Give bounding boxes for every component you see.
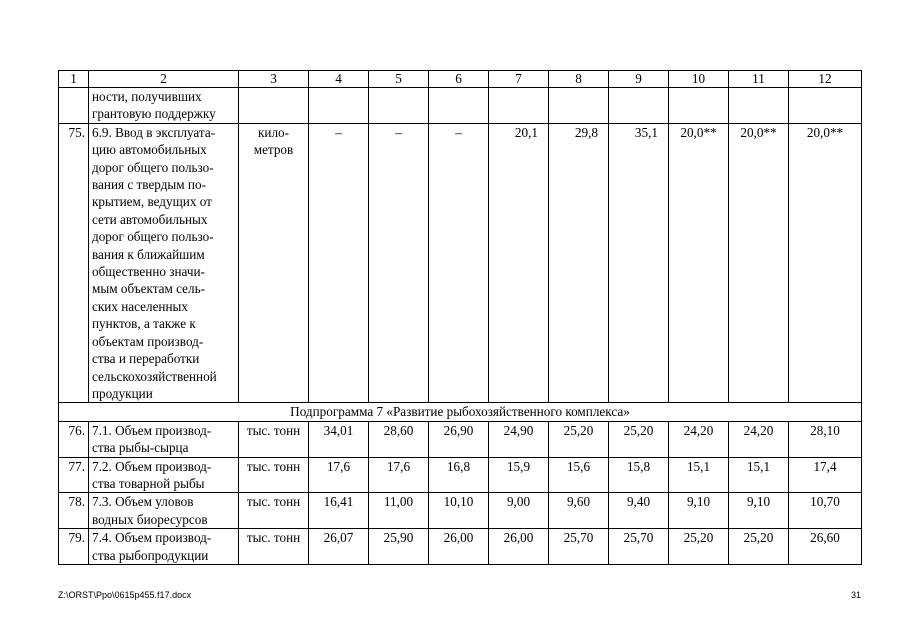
table-body [59, 71, 862, 565]
value-cell [609, 88, 669, 124]
value-cell: 17,6 [309, 457, 369, 493]
value-cell: – [309, 123, 369, 403]
value-cell: 9,10 [729, 493, 789, 529]
value-cell: 24,20 [729, 421, 789, 457]
header-cell: 9 [609, 71, 669, 88]
value-cell: 28,60 [369, 421, 429, 457]
subprogram-row [59, 403, 862, 421]
value-cell: 25,20 [549, 421, 609, 457]
value-cell: 25,90 [369, 529, 429, 565]
value-cell: 29,8 [549, 123, 609, 403]
indicator-name: 6.9. Ввод в эксплуата- цию автомобильных дорог общего пользо- вания с твердым по- крытием, ведущих от сети автомобильных дорог общего пользо- вания к ближайшим общественно значи- мым объектам сель- ских населенных пунктов, а также к объектам производ- ства и переработки сельскохозяйственной продукции [89, 123, 239, 403]
row-number: 79. [59, 529, 89, 565]
table-row [59, 421, 862, 457]
header-cell: 6 [429, 71, 489, 88]
value-cell [369, 88, 429, 124]
row-number: 78. [59, 493, 89, 529]
value-cell [489, 88, 549, 124]
table-row [59, 457, 862, 493]
indicator-name: 7.2. Объем производ- ства товарной рыбы [89, 457, 239, 493]
subprogram-title: Подпрограмма 7 «Развитие рыбохозяйственного комплекса» [59, 403, 862, 421]
value-cell: 16,41 [309, 493, 369, 529]
value-cell: 9,60 [549, 493, 609, 529]
value-cell [309, 88, 369, 124]
value-cell: 25,70 [609, 529, 669, 565]
value-cell: 25,20 [729, 529, 789, 565]
indicator-name: 7.3. Объем уловов водных биоресурсов [89, 493, 239, 529]
value-cell: – [429, 123, 489, 403]
table-row [59, 493, 862, 529]
indicators-table [58, 70, 862, 565]
page-number: 31 [850, 590, 861, 600]
value-cell: 26,00 [429, 529, 489, 565]
value-cell: 20,0** [669, 123, 729, 403]
value-cell [549, 88, 609, 124]
unit-cell: тыс. тонн [239, 421, 309, 457]
unit-cell: кило- метров [239, 123, 309, 403]
unit-cell: тыс. тонн [239, 457, 309, 493]
header-row [59, 71, 862, 88]
table-row [59, 529, 862, 565]
value-cell: 26,90 [429, 421, 489, 457]
value-cell: 9,00 [489, 493, 549, 529]
value-cell [789, 88, 862, 124]
indicator-name: ности, получивших грантовую поддержку [89, 88, 239, 124]
value-cell: 10,70 [789, 493, 862, 529]
value-cell: 25,70 [549, 529, 609, 565]
value-cell: 26,60 [789, 529, 862, 565]
value-cell: 20,0** [729, 123, 789, 403]
value-cell: 24,90 [489, 421, 549, 457]
value-cell: 9,40 [609, 493, 669, 529]
value-cell: 11,00 [369, 493, 429, 529]
value-cell: 28,10 [789, 421, 862, 457]
value-cell: 17,6 [369, 457, 429, 493]
unit-cell: тыс. тонн [239, 529, 309, 565]
value-cell [729, 88, 789, 124]
value-cell: 9,10 [669, 493, 729, 529]
value-cell: 25,20 [609, 421, 669, 457]
header-cell: 5 [369, 71, 429, 88]
row-number [59, 88, 89, 124]
indicator-name: 7.4. Объем производ- ства рыбопродукции [89, 529, 239, 565]
value-cell: 26,07 [309, 529, 369, 565]
header-cell: 11 [729, 71, 789, 88]
row-number: 77. [59, 457, 89, 493]
value-cell: 10,10 [429, 493, 489, 529]
header-cell: 12 [789, 71, 862, 88]
value-cell: 24,20 [669, 421, 729, 457]
value-cell: 17,4 [789, 457, 862, 493]
value-cell: 25,20 [669, 529, 729, 565]
row-number: 76. [59, 421, 89, 457]
value-cell: 15,1 [729, 457, 789, 493]
value-cell: 20,0** [789, 123, 862, 403]
value-cell: 35,1 [609, 123, 669, 403]
table-row [59, 88, 862, 124]
value-cell: – [369, 123, 429, 403]
unit-cell: тыс. тонн [239, 493, 309, 529]
header-cell: 1 [59, 71, 89, 88]
indicator-name: 7.1. Объем производ- ства рыбы-сырца [89, 421, 239, 457]
value-cell: 20,1 [489, 123, 549, 403]
value-cell: 15,9 [489, 457, 549, 493]
value-cell: 15,8 [609, 457, 669, 493]
value-cell: 34,01 [309, 421, 369, 457]
header-cell: 8 [549, 71, 609, 88]
unit-cell [239, 88, 309, 124]
header-cell: 10 [669, 71, 729, 88]
table-row [59, 123, 862, 403]
value-cell [429, 88, 489, 124]
header-cell: 2 [89, 71, 239, 88]
value-cell: 26,00 [489, 529, 549, 565]
row-number: 75. [59, 123, 89, 403]
value-cell: 16,8 [429, 457, 489, 493]
header-cell: 3 [239, 71, 309, 88]
header-cell: 7 [489, 71, 549, 88]
value-cell: 15,1 [669, 457, 729, 493]
value-cell: 15,6 [549, 457, 609, 493]
value-cell [669, 88, 729, 124]
footer-file-path: Z:\ORST\Ppo\0615p455.f17.docx [58, 590, 192, 600]
header-cell: 4 [309, 71, 369, 88]
